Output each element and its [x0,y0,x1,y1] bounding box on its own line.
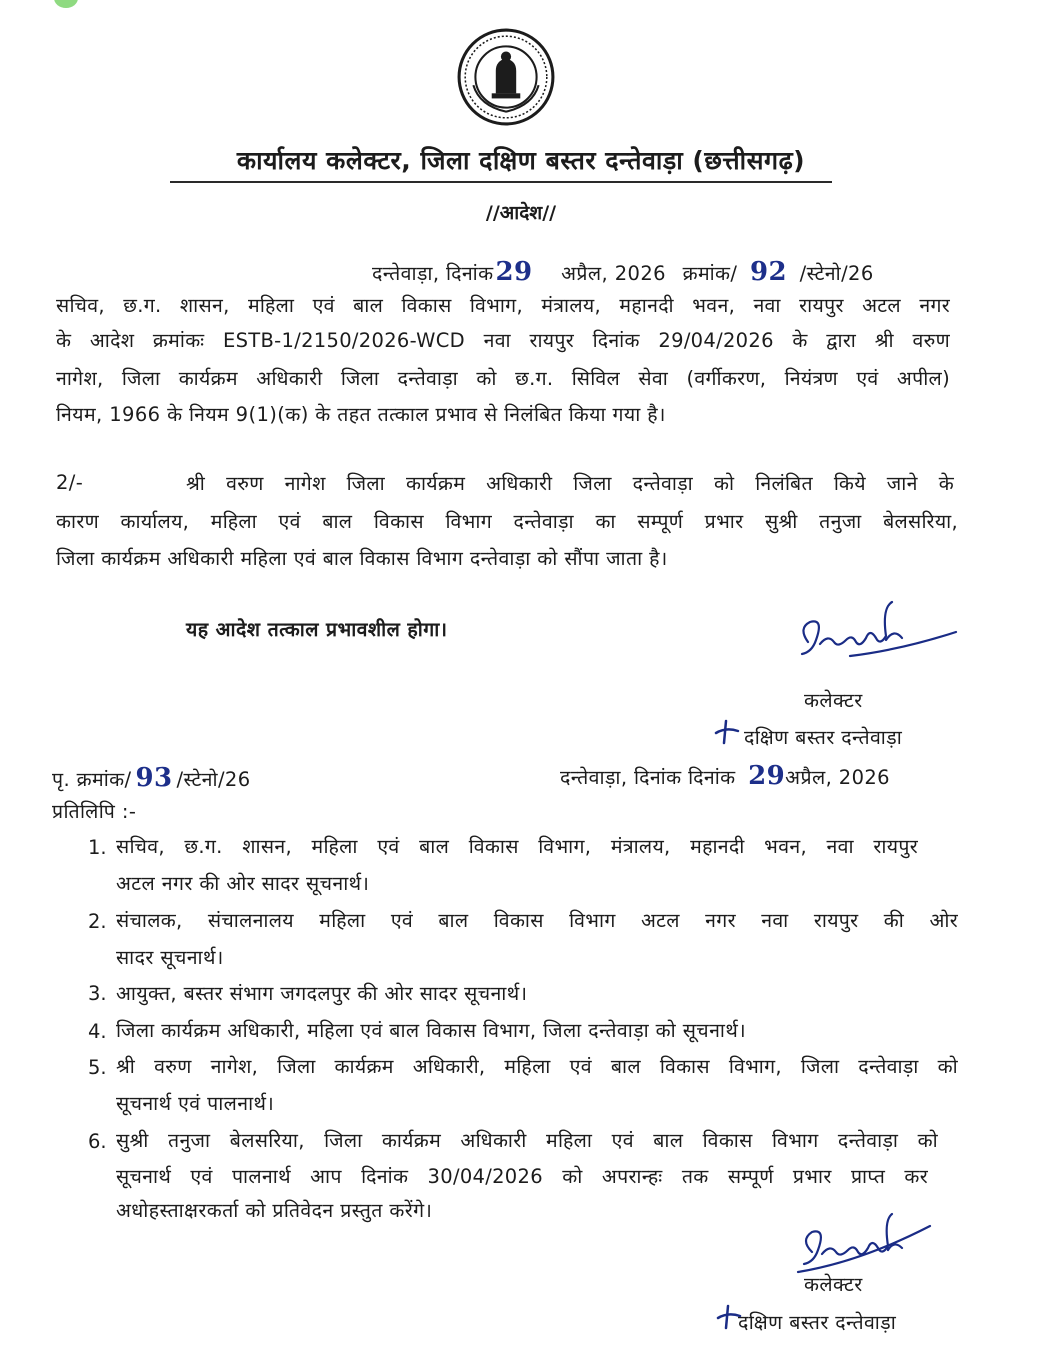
list-item-line: सूचनार्थ एवं पालनार्थ। [116,1092,275,1115]
state-emblem-icon [455,26,557,128]
list-item-line: अधोहस्ताक्षरकर्ता को प्रतिवेदन प्रस्तुत करेंगे। [116,1199,433,1222]
copy-heading: प्रतिलिपि :- [52,800,137,823]
handwritten-mark-icon [712,717,742,747]
dateline-number-suffix: /स्टेनो/26 [799,262,874,285]
dateline-number: 92 [750,257,787,287]
effect-line: यह आदेश तत्काल प्रभावशील होगा। [186,618,448,641]
handwritten-mark-2-icon [714,1302,744,1332]
list-item-line: संचालक, संचालनालय महिला एवं बाल विकास विभाग अटल नगर नवा रायपुर की ओर [116,909,958,932]
endorsement-date: दन्तेवाड़ा, दिनांक दिनांक 29अप्रैल, 2026 [560,761,890,791]
para2-line: जिला कार्यक्रम अधिकारी महिला एवं बाल विकास विभाग दन्तेवाड़ा को सौंपा जाता है। [56,547,668,570]
list-item-line: सचिव, छ.ग. शासन, महिला एवं बाल विकास विभाग, मंत्रालय, महानदी भवन, नवा रायपुर [116,835,918,858]
endorsement-number: पृ. क्रमांक/ 93 /स्टेनो/26 [52,763,251,793]
para2-line: कारण कार्यालय, महिला एवं बाल विकास विभाग दन्तेवाड़ा का सम्पूर्ण प्रभार सुश्री तनुजा बेलसरिया, [56,510,958,533]
list-item-line: जिला कार्यक्रम अधिकारी, महिला एवं बाल विकास विभाग, जिला दन्तेवाड़ा को सूचनार्थ। [116,1019,746,1042]
para1-line: नागेश, जिला कार्यक्रम अधिकारी जिला दन्तेवाड़ा को छ.ग. सिविल सेवा (वर्गीकरण, नियंत्रण एवं अपील) [56,367,950,390]
order-heading: //आदेश// [485,202,557,224]
para1-line: के आदेश क्रमांकः ESTB-1/2150/2026-WCD नवा रायपुर दिनांक 29/04/2026 के द्वारा श्री वरुण [56,329,950,352]
list-item-line: सुश्री तनुजा बेलसरिया, जिला कार्यक्रम अधिकारी महिला एवं बाल विकास विभाग दन्तेवाड़ा को [116,1129,938,1152]
list-item-line: सूचनार्थ एवं पालनार्थ आप दिनांक 30/04/2026 को अपरान्हः तक सम्पूर्ण प्रभार प्राप्त कर [116,1165,928,1188]
list-item-number: 2. [88,910,107,933]
list-item-number: 4. [88,1020,107,1043]
list-item-line: आयुक्त, बस्तर संभाग जगदलपुर की ओर सादर सूचनार्थ। [116,982,528,1005]
sig1-district: दक्षिण बस्तर दन्तेवाड़ा [744,723,902,750]
list-item-number: 1. [88,836,107,859]
list-item-line: अटल नगर की ओर सादर सूचनार्थ। [116,872,370,895]
corner-mark [54,0,78,8]
list-item-number: 3. [88,982,107,1005]
list-item-number: 6. [88,1130,107,1153]
endorsement-number-value: 93 [135,763,173,793]
dateline-day: 29 [495,257,533,287]
sig2-designation: कलेक्टर [804,1273,863,1296]
order-dateline [372,257,874,287]
list-item-line: श्री वरुण नागेश, जिला कार्यक्रम अधिकारी, महिला एवं बाल विकास विभाग, जिला दन्तेवाड़ा को [116,1055,958,1078]
sig2-district: दक्षिण बस्तर दन्तेवाड़ा [738,1308,896,1335]
dateline-month-year: अप्रैल, 2026 [561,262,666,285]
para1-line: नियम, 1966 के नियम 9(1)(क) के तहत तत्काल प्रभाव से निलंबित किया गया है। [56,403,666,426]
title-underline [170,181,832,183]
para1-line: सचिव, छ.ग. शासन, महिला एवं बाल विकास विभाग, मंत्रालय, महानदी भवन, नवा रायपुर अटल नगर [56,294,950,317]
dateline-number-prefix: क्रमांक/ [682,262,738,285]
endorsement-day: 29 [748,761,786,791]
office-title: कार्यालय कलेक्टर, जिला दक्षिण बस्तर दन्तेवाड़ा (छत्तीसगढ़) [236,146,806,175]
para2-line: श्री वरुण नागेश जिला कार्यक्रम अधिकारी जिला दन्तेवाड़ा को निलंबित किये जाने के [186,472,954,495]
list-item-number: 5. [88,1056,107,1079]
sig1-designation: कलेक्टर [804,689,863,712]
dateline-place: दन्तेवाड़ा, दिनांक [372,262,494,285]
collector-signature-icon [790,598,960,672]
para2-label: 2/- [56,471,84,494]
list-item-line: सादर सूचनार्थ। [116,946,224,969]
